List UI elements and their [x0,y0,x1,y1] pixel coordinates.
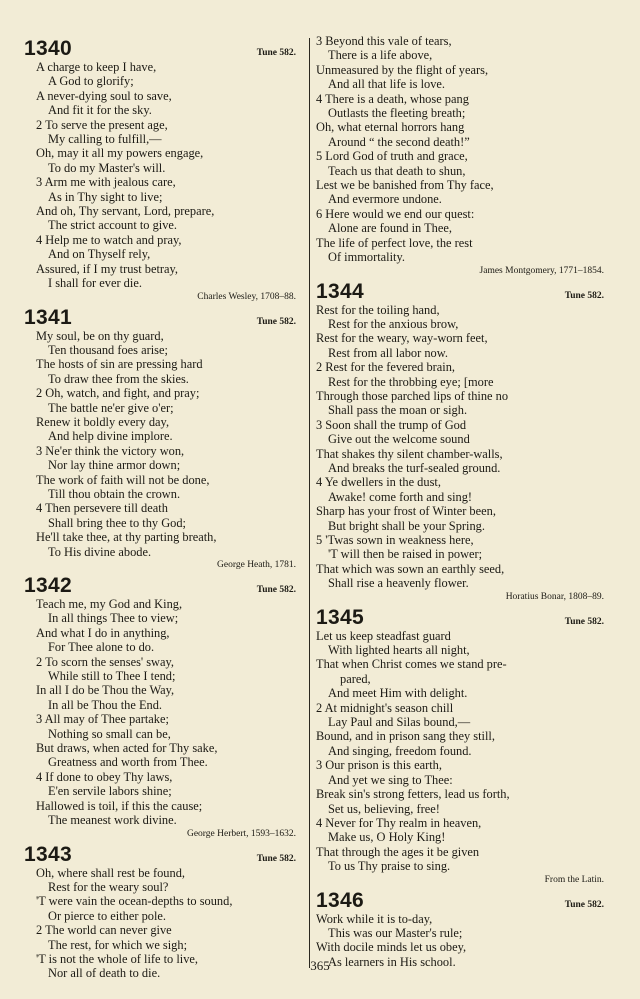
verse-line: 2 The world can never give [36,923,172,938]
verse-line: My soul, be on thy guard, [36,328,164,343]
tune-reference: Tune 582. [256,48,296,58]
verse-line: Lay Paul and Silas bound,— [328,715,471,730]
verse-line: Teach us that death to shun, [328,163,466,178]
verse-line: Oh, what eternal horrors hang [316,120,465,135]
verse-line: Rest for the anxious brow, [328,316,459,331]
verse-line: And breaks the turf-sealed ground. [328,460,501,475]
hymn-block [24,36,296,303]
verse-line: My calling to fulfill,— [48,132,162,147]
hymn-number: 1340 [24,37,72,60]
hymn-block [316,34,604,277]
hymn-author: James Montgomery, 1771–1854. [479,265,604,276]
verse-line: Of immortality. [328,250,405,265]
verse-line: 2 At midnight's season chill [316,700,454,715]
verse-line: 6 Here would we end our quest: [316,206,475,221]
verse-line: Awake! come forth and sing! [328,489,473,504]
verse-line: The work of faith will not be done, [36,472,210,487]
left-column [24,34,296,981]
verse-line: 4 Ye dwellers in the dust, [316,475,441,490]
hymn-author: Charles Wesley, 1708–88. [197,291,296,302]
verse-line: 'T is not the whole of life to live, [36,951,199,966]
verse-line: He'll take thee, at thy parting breath, [36,530,217,545]
hymn-header [24,36,296,60]
verse-line: pared, [340,671,371,686]
verse-line: Give out the welcome sound [328,432,470,447]
column-divider [309,38,310,968]
hymn-block [24,305,296,572]
verse-line: To do my Master's will. [48,160,166,175]
verse-line: A God to glorify; [48,74,134,89]
verse-line: And yet we sing to Thee: [328,772,453,787]
verse-line: A never-dying soul to save, [36,88,172,103]
verse-line: A charge to keep I have, [36,60,157,74]
hymn-block [316,888,604,970]
verse-line: In all I do be Thou the Way, [36,683,175,698]
verse-line: 3 Arm me with jealous care, [36,175,176,190]
tune-reference: Tune 582. [256,853,296,864]
verse-line: 3 All may of Thee partake; [36,712,169,727]
verse-line: 2 Oh, watch, and fight, and pray; [36,386,200,401]
verse-line: That through the ages it be given [316,844,480,859]
verse-line: That when Christ comes we stand pre- [316,657,507,672]
verse-line: Set us, believing, free! [328,801,440,816]
verse-line: 4 If done to obey Thy laws, [36,769,173,784]
verse-line: Or pierce to either pole. [48,908,167,923]
verse-line: Alone are found in Thee, [328,221,452,236]
verse-line: 5 'Twas sown in weakness here, [316,533,474,547]
verse-line: And meet Him with delight. [328,686,468,701]
verse-line: Rest for the throbbing eye; [more [328,374,494,389]
verse-line: 3 Ne'er think the victory won, [36,443,185,458]
hymn-author: From the Latin. [544,874,604,885]
verse-line: Unmeasured by the flight of years, [316,62,489,77]
verse-line: Work while it is to-day, [316,911,433,926]
verse-line: The rest, for which we sigh; [48,937,188,952]
hymn-header [316,605,604,629]
hymn-header [316,888,604,912]
verse-line: 5 Lord God of truth and grace, [316,149,468,164]
hymn-block [316,605,604,886]
tune-reference: Tune 582. [256,316,296,327]
verse-line: That shakes thy silent chamber-walls, [316,446,503,461]
hymn-author: Horatius Bonar, 1808–89. [505,591,604,602]
verse-line: 2 Rest for the fevered brain, [316,360,455,375]
verse-line: Around “ the second death!” [328,134,470,149]
hymn-header [24,573,296,597]
verse-line: 'T were vain the ocean-depths to sound, [36,894,233,909]
verse-line: And fit it for the sky. [48,103,152,118]
tune-reference: Tune 582. [564,290,604,301]
verse-line: Rest for the weary, way-worn feet, [316,331,488,346]
hymn-header [24,842,296,866]
verse-line: Rest for the toiling hand, [316,302,440,317]
verse-line: Shall pass the moan or sigh. [328,403,468,418]
verse-line: Bound, and in prison sang they still, [316,729,495,744]
verse-line: The hosts of sin are pressing hard [36,357,203,372]
hymn-author: George Herbert, 1593–1632. [186,828,296,839]
verse-line: The battle ne'er give o'er; [48,400,174,415]
verse-line: To us Thy praise to sing. [328,859,451,874]
verse-line: Break sin's strong fetters, lead us forth, [316,787,510,802]
hymn-number: 1345 [316,605,364,629]
hymn-number: 1344 [316,279,364,303]
verse-line: In all be Thou the End. [48,697,163,712]
right-column [316,34,604,969]
verse-line: Lest we be banished from Thy face, [316,178,494,193]
verse-line: 2 To scorn the senses' sway, [36,654,174,669]
verse-line: The life of perfect love, the rest [316,235,473,250]
verse-line: For Thee alone to do. [48,640,155,655]
verse-line: And singing, freedom found. [328,743,472,758]
tune-reference: Tune 582. [564,899,604,910]
verse-line: 'T will then be raised in power; [328,547,483,562]
verse-line: But draws, when acted for Thy sake, [36,741,218,756]
verse-line: 2 To serve the present age, [36,117,168,132]
verse-line: And what I do in anything, [36,625,170,640]
verse-line: That which was sown an earthly seed, [316,561,505,576]
verse-line: E'en servile labors shine; [48,784,172,799]
verse-line: And oh, Thy servant, Lord, prepare, [36,204,215,219]
verse-line: 4 Then persevere till death [36,501,168,516]
verse-line: And evermore undone. [328,192,442,207]
hymn-number: 1346 [316,888,364,912]
verse-line: There is a life above, [328,48,433,63]
verse-line: And on Thyself rely, [48,247,151,262]
verse-line: I shall for ever die. [48,276,142,291]
verse-line: To draw thee from the skies. [48,371,189,386]
hymn-block [316,279,604,603]
verse-line: The strict account to give. [48,218,178,233]
verse-line: 4 There is a death, whose pang [316,91,469,106]
verse-line: Outlasts the fleeting breath; [328,106,466,121]
verse-line: And all that life is love. [328,77,445,92]
verse-line: This was our Master's rule; [328,925,463,940]
verse-line: Rest for the weary soul? [48,879,169,894]
verse-line: Oh, where shall rest be found, [36,865,185,880]
page-number: 365 [310,958,330,973]
verse-line: Through those parched lips of thine no [316,388,509,403]
hymn-number: 1342 [24,574,72,597]
verse-line: Make us, O Holy King! [328,830,446,845]
verse-line: Rest from all labor now. [328,345,448,360]
verse-line: 3 Beyond this vale of tears, [316,34,452,48]
verse-line: With lighted hearts all night, [328,643,470,658]
verse-line: Let us keep steadfast guard [316,628,451,643]
verse-line: The meanest work divine. [48,813,177,828]
verse-line: 4 Help me to watch and pray, [36,232,182,247]
verse-line: Ten thousand foes arise; [48,342,168,357]
verse-line: Nor lay thine armor down; [48,458,181,473]
hymn-number: 1341 [24,305,72,329]
hymn-header [24,305,296,329]
hymn-block [24,573,296,840]
verse-line: Teach me, my God and King, [36,597,183,611]
verse-line: Sharp has your frost of Winter been, [316,504,496,519]
hymn-author: George Heath, 1781. [217,560,296,570]
verse-line: Shall bring thee to thy God; [48,515,187,530]
verse-line: To His divine abode. [48,544,152,559]
tune-reference: Tune 582. [256,585,296,595]
verse-line: Oh, may it all my powers engage, [36,146,204,161]
verse-line: In all things Thee to view; [48,611,179,626]
verse-line: While still to Thee I tend; [48,669,176,684]
verse-line: With docile minds let us obey, [316,940,467,955]
verse-line: Shall rise a heavenly flower. [328,576,469,591]
verse-line: As learners in His school. [328,954,456,969]
verse-line: Till thou obtain the crown. [48,486,181,501]
verse-line: 3 Our prison is this earth, [316,758,442,773]
verse-line: But bright shall be your Spring. [328,518,485,533]
verse-line: Renew it boldly every day, [36,414,170,429]
verse-line: 3 Soon shall the trump of God [316,417,467,432]
verse-line: Hallowed is toil, if this the cause; [36,798,203,813]
hymn-number: 1343 [24,842,72,866]
verse-line: And help divine implore. [48,429,173,444]
verse-line: Nothing so small can be, [48,726,171,741]
verse-line: Assured, if I my trust betray, [36,261,179,276]
verse-line: Greatness and worth from Thee. [48,755,208,770]
verse-line: 4 Never for Thy realm in heaven, [316,815,482,830]
verse-line: As in Thy sight to live; [48,189,163,204]
tune-reference: Tune 582. [564,616,604,627]
verse-line: Nor all of death to die. [48,966,161,981]
hymn-header [316,279,604,303]
